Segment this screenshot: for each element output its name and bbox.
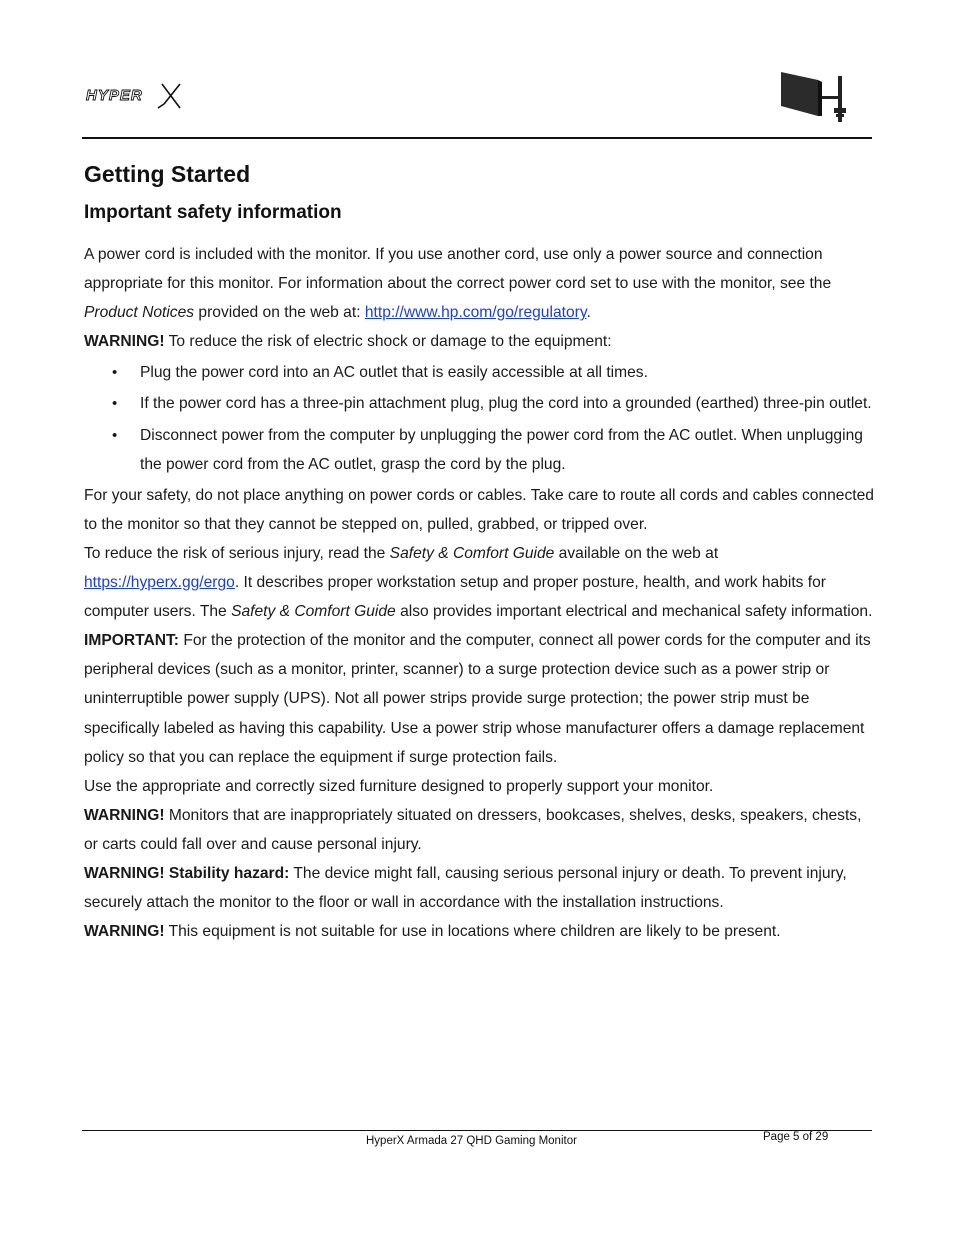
warning-label: WARNING! (84, 333, 165, 351)
warning-furniture (84, 801, 874, 859)
safety-guide-ref-2: Safety & Comfort Guide (231, 603, 396, 621)
warning-text: To reduce the risk of electric shock or damage to the equipment: (164, 333, 612, 351)
warning-text: Monitors that are inappropriately situated on dressers, bookcases, shelves, desks, speakers, chests, or carts could fall over and cause personal injury. (84, 806, 862, 853)
warning-label: WARNING! (84, 923, 165, 941)
p1-text: A power cord is included with the monitor. If you use another cord, use only a power source and connection appropriate for this monitor. For information about the correct power cord set to use with the monitor, see the (84, 246, 832, 293)
paragraph-power-cord (84, 240, 874, 327)
page-content (84, 158, 874, 946)
p3-text-3: . It describes proper workstation setup and proper posture, health, and work habits for computer users. The (84, 574, 826, 621)
warning-shock (84, 327, 874, 356)
warning-label: WARNING! Stability hazard: (84, 864, 290, 882)
important-text: For the protection of the monitor and the computer, connect all power cords for the computer and its peripheral devices (such as a monitor, printer, scanner) to a surge protection device such as a power strip or uninterruptible power supply (UPS). Not all power strips provide surge protection; the power strip must be specifically labeled as having this capability. Use a power strip whose manufacturer offers a damage replacement policy so that you can replace the equipment if surge protection fails. (84, 632, 871, 766)
header-rule (82, 137, 872, 139)
p1-text-2: provided on the web at: (194, 304, 365, 322)
safety-guide-ref: Safety & Comfort Guide (389, 544, 555, 562)
product-notices-ref: Product Notices (84, 304, 195, 322)
paragraph-injury (84, 539, 874, 626)
paragraph-cords: For your safety, do not place anything on power cords or cables. Take care to route all cords and cables connected to the monitor so that they cannot be stepped on, pulled, grabbed, or tripped over. (84, 486, 874, 533)
regulatory-link[interactable]: http://www.hp.com/go/regulatory (364, 304, 587, 322)
monitor-mount-icon (778, 70, 854, 124)
safety-list (84, 358, 874, 478)
warning-text: The device might fall, causing serious personal injury or death. To prevent injury, securely attach the monitor to the floor or wall in accordance with the installation instructions. (84, 864, 847, 912)
warning-children (84, 917, 874, 946)
footer-title: HyperX Armada 27 QHD Gaming Monitor (366, 1135, 577, 1147)
section-heading: Important safety information (84, 202, 342, 223)
list-item: • Disconnect power from the computer by unplugging the power cord from the AC outlet. When unplugging the power cord from the AC outlet, grasp the cord by the plug. (84, 421, 874, 479)
p3-text-2: available on the web at (554, 544, 719, 562)
important-label: IMPORTANT: (84, 632, 179, 650)
list-item: • If the power cord has a three-pin attachment plug, plug the cord into a grounded (earthed) three-pin outlet. (84, 389, 874, 418)
warning-stability (84, 859, 874, 917)
warning-label: WARNING! (84, 806, 165, 824)
svg-text:HYPER: HYPER (86, 87, 143, 104)
page-title: Getting Started (84, 161, 251, 187)
warning-text: This equipment is not suitable for use in locations where children are likely to be present. (164, 923, 781, 941)
hyperx-logo (84, 78, 184, 112)
p3-text-4: also provides important electrical and mechanical safety information. (395, 603, 873, 621)
list-item: • Plug the power cord into an AC outlet that is easily accessible at all times. (84, 358, 874, 387)
p1-period: . (586, 304, 591, 322)
ergo-link[interactable]: https://hyperx.gg/ergo (84, 574, 235, 592)
paragraph-furniture: Use the appropriate and correctly sized furniture designed to properly support your monitor. (84, 777, 714, 795)
important-note (84, 626, 874, 771)
p3-text: To reduce the risk of serious injury, read the (84, 544, 390, 562)
footer-rule (82, 1130, 872, 1131)
page-number: Page 5 of 29 (763, 1131, 829, 1143)
